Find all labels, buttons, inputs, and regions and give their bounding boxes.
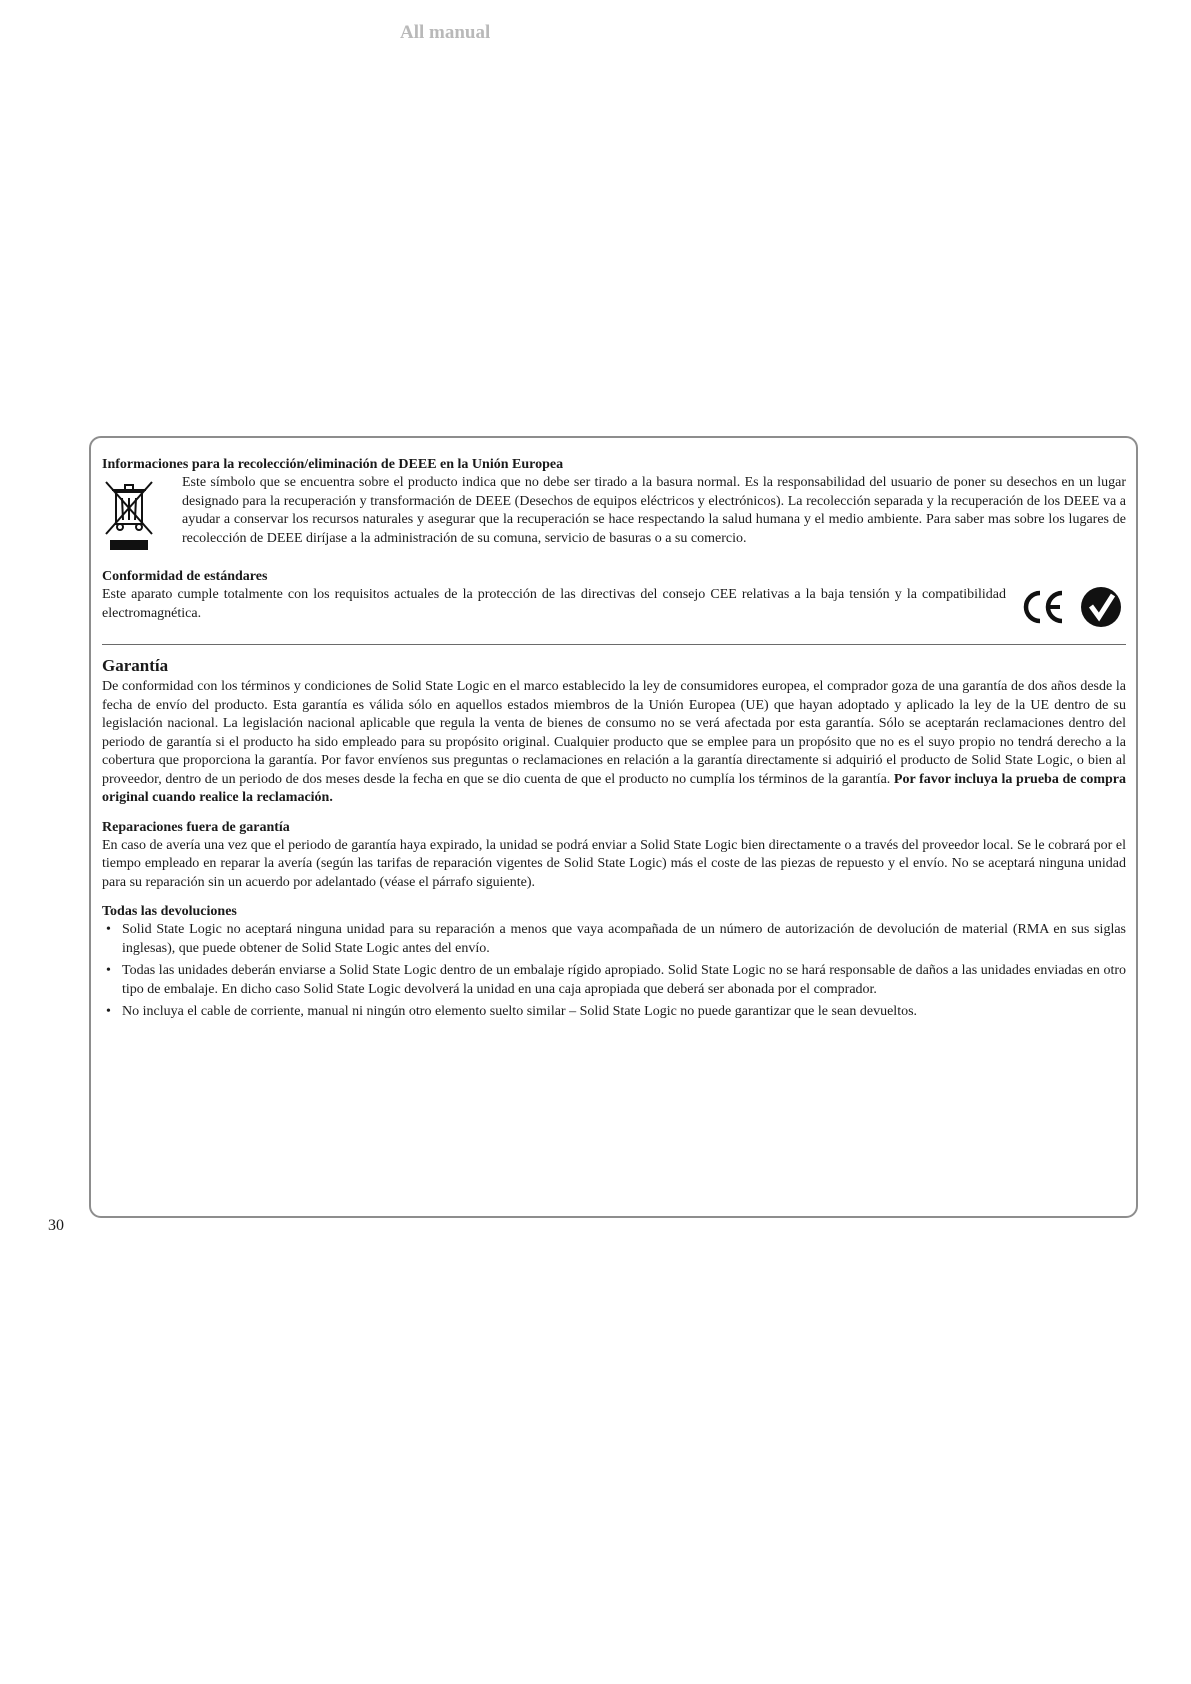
warranty-heading: Garantía bbox=[102, 656, 169, 675]
section-divider bbox=[102, 644, 1126, 645]
list-item: • Solid State Logic no aceptará ninguna unidad para su reparación a menos que vaya acompañada de un número de autorización de devolución de material (RMA en sus siglas inglesas), que puede obtener de Solid State Logic antes del envío. bbox=[102, 921, 1126, 958]
compliance-panel bbox=[89, 436, 1138, 1218]
warranty-section bbox=[102, 656, 1126, 808]
repairs-text: En caso de avería una vez que el periodo de garantía haya expirado, la unidad se podrá enviar a Solid State Logic bien directamente o a través del proveedor local. Se le cobrará por el tiempo empleado en reparar la avería (según las tarifas de reparación vigentes de Solid State Logic) más el coste de las piezas de repuesto y el envío. No se aceptará ninguna unidad para su reparación sin un acuerdo por adelantado (véase el párrafo siguiente). bbox=[102, 837, 1126, 890]
ce-mark-icon bbox=[1020, 589, 1066, 630]
returns-heading: Todas las devoluciones bbox=[102, 904, 237, 919]
standards-heading: Conformidad de estándares bbox=[102, 569, 268, 584]
watermark: All manual bbox=[400, 22, 491, 43]
standards-section bbox=[102, 568, 1126, 633]
list-item: • No incluya el cable de corriente, manual ni ningún otro elemento suelto similar – Solid State Logic no puede garantizar que le sean devueltos. bbox=[102, 1003, 1126, 1022]
c-tick-mark-icon bbox=[1080, 586, 1122, 633]
weee-section bbox=[102, 456, 1126, 557]
returns-section bbox=[102, 903, 1126, 1022]
standards-text: Este aparato cumple totalmente con los requisitos actuales de la protección de las directivas del consejo CEE relativas a la baja tensión y la compatibilidad electromagnética. bbox=[102, 587, 1006, 621]
crossed-out-wheelie-bin-icon bbox=[102, 474, 182, 557]
weee-text: Este símbolo que se encuentra sobre el producto indica que no debe ser tirado a la basura normal. Es la responsabilidad del usuario de poner su desechos en un lugar designado para la recuperación y transformación de DEEE (Desechos de equipos eléctricos y electrónicos). La recolección separada y la recuperación de los DEEE va a ayudar a conservar los recursos naturales y asegurar que la recuperación se hace respectando la salud humana y el medio ambiente. Para saber mas sobre los lugares de recolección de DEEE diríjase a la administración de su comuna, servicio de basuras o a su comercio. bbox=[182, 475, 1126, 546]
weee-heading: Informaciones para la recolección/eliminación de DEEE en la Unión Europea bbox=[102, 457, 564, 472]
warranty-text: De conformidad con los términos y condiciones de Solid State Logic en el marco establecido la ley de consumidores europea, el comprador goza de una garantía de dos años desde la fecha de envío del producto. Esta garantía es válida sólo en aquellos estados miembros de la Unión Europea (UE) que hayan adoptado y aplicado la ley de la UE dentro de su legislación nacional. La legislación nacional aplicable que regula la venta de bienes de consumo no se verá afectada por esta garantía. Sólo se aceptarán reclamaciones dentro del periodo de garantía si el producto ha sido empleado para su propósito original. Cualquier producto que se emplee para un propósito que no es el suyo propio no tendrá derecho a la cobertura que proporciona la garantía. Por favor envíenos sus preguntas o reclamaciones en relación a la garantía directamente si adquirió el producto de Solid State Logic, o bien al proveedor, dentro de un periodo de dos meses desde la fecha en que se dio cuenta de que el producto no cumplía los términos de la garantía. Por favor incluya la prueba de compra original cuando realice la reclamación. bbox=[102, 679, 1126, 805]
repairs-section bbox=[102, 819, 1126, 893]
returns-list bbox=[102, 921, 1126, 1022]
list-item: • Todas las unidades deberán enviarse a Solid State Logic dentro de un embalaje rígido apropiado. Solid State Logic no se hará responsable de daños a las unidades enviadas en otro tipo de embalaje. En dicho caso Solid State Logic devolverá la unidad en una caja apropiada que deberá ser abonada por el comprador. bbox=[102, 962, 1126, 999]
page-number: 30 bbox=[48, 1217, 64, 1234]
warranty-bold-text: Por favor incluya la prueba de compra original cuando realice la reclamación. bbox=[102, 771, 1126, 805]
repairs-heading: Reparaciones fuera de garantía bbox=[102, 819, 290, 835]
